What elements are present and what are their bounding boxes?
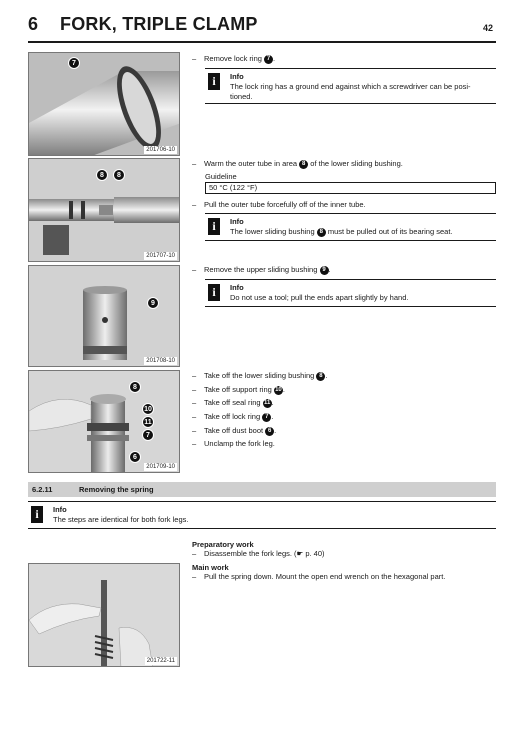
- info-icon: i: [208, 73, 220, 90]
- step-text: Take off the lower sliding bushing: [204, 371, 315, 380]
- photo-lock-ring-illustration: [29, 53, 180, 156]
- step-text-end: .: [271, 398, 274, 407]
- info-text: [230, 227, 453, 237]
- step-take-off-dust-boot: [192, 426, 276, 436]
- info-text-end: must be pulled out of its bearing seat.: [327, 227, 453, 236]
- photo-upper-bushing-illustration: [29, 266, 180, 367]
- ref-badge: 7: [262, 413, 271, 422]
- step-dash: –: [192, 159, 197, 168]
- ref-badge: 9: [320, 266, 329, 275]
- step-text: Disassemble the fork legs. (☛ p. 40): [204, 549, 325, 558]
- info-text: [230, 82, 471, 102]
- photo-id: 201708-10: [146, 358, 175, 364]
- photo-id: 201707-10: [146, 253, 175, 259]
- callout-8b: 8: [113, 169, 125, 181]
- callout-7: 7: [68, 57, 80, 69]
- step-text-end: .: [274, 426, 277, 435]
- step-text-end: .: [282, 385, 286, 394]
- photo-parts-removal: [28, 370, 180, 473]
- info-box-lower-bushing: [205, 213, 496, 241]
- step-text: Pull the spring down. Mount the open end wrench on the hexagonal part.: [204, 572, 446, 581]
- chapter-number: 6: [28, 14, 39, 34]
- info-text-line: tioned.: [230, 92, 253, 101]
- photo-id: 201706-10: [146, 147, 175, 153]
- step-text: Take off seal ring: [204, 398, 261, 407]
- step-dash: –: [192, 265, 197, 274]
- info-title: Info: [230, 283, 244, 292]
- photo-lock-ring: [28, 52, 180, 156]
- callout-10: 10: [142, 403, 154, 415]
- step-warm-outer-tube: [192, 159, 403, 169]
- step-text: Unclamp the fork leg.: [204, 439, 275, 448]
- photo-outer-tube: [28, 158, 180, 262]
- photo-id: 201709-10: [146, 464, 175, 470]
- info-text-start: The lower sliding bushing: [230, 227, 315, 236]
- step-dash: –: [192, 371, 197, 380]
- info-text-line: The lock ring has a ground end against which a screwdriver can be posi-: [230, 82, 471, 91]
- ref-badge: 8: [316, 372, 325, 381]
- step-remove-lock-ring: [192, 54, 275, 64]
- chapter-title: FORK, TRIPLE CLAMP: [60, 14, 258, 34]
- preparatory-work-heading: Preparatory work: [192, 540, 254, 549]
- main-work-heading: Main work: [192, 563, 229, 572]
- info-title: Info: [230, 217, 244, 226]
- step-pull-spring-down: [192, 572, 445, 582]
- step-text-end: .: [273, 54, 276, 63]
- step-take-off-seal-ring: [192, 398, 274, 408]
- step-take-off-support-ring: [192, 385, 285, 395]
- info-box-lock-ring: [205, 68, 496, 104]
- step-unclamp-fork-leg: [192, 439, 275, 449]
- step-text-end: of the lower sliding bushing.: [310, 159, 403, 168]
- photo-id: 201722-11: [146, 658, 175, 664]
- step-dash: –: [192, 200, 197, 209]
- page-number: 42: [482, 23, 493, 33]
- step-dash: –: [192, 54, 197, 63]
- callout-9: 9: [147, 297, 159, 309]
- info-box-no-tool: [205, 279, 496, 307]
- step-dash: –: [192, 549, 197, 558]
- step-text: Pull the outer tube forcefully off of the inner tube.: [204, 200, 366, 209]
- ref-badge: 8: [317, 228, 326, 237]
- step-dash: –: [192, 412, 197, 421]
- photo-spring-illustration: [29, 564, 180, 667]
- callout-7: 7: [142, 429, 154, 441]
- step-text-end: .: [271, 412, 274, 421]
- step-text: Remove the upper sliding bushing: [204, 265, 318, 274]
- step-remove-upper-bushing: [192, 265, 331, 275]
- step-text: Take off support ring: [204, 385, 272, 394]
- ref-badge: 8: [299, 160, 308, 169]
- photo-spring: [28, 563, 180, 667]
- info-icon: i: [31, 506, 43, 523]
- page-header: [0, 0, 525, 44]
- step-pull-outer-tube: [192, 200, 366, 210]
- photo-parts-removal-illustration: [29, 371, 180, 473]
- step-text: Warm the outer tube in area: [204, 159, 298, 168]
- step-text: Remove lock ring: [204, 54, 262, 63]
- section-title: Removing the spring: [79, 485, 154, 494]
- step-disassemble-fork-legs: [192, 549, 325, 559]
- step-take-off-lower-bushing: [192, 371, 328, 381]
- step-dash: –: [192, 385, 197, 394]
- section-number: 6.2.11: [32, 485, 53, 494]
- step-dash: –: [192, 426, 197, 435]
- info-title: Info: [53, 505, 67, 514]
- ref-badge: 10: [275, 386, 282, 393]
- step-dash: –: [192, 439, 197, 448]
- callout-11: 11: [142, 416, 154, 428]
- step-text: Take off dust boot: [204, 426, 264, 435]
- section-heading: [28, 482, 496, 497]
- step-text-end: .: [328, 265, 331, 274]
- ref-badge: 6: [265, 427, 274, 436]
- step-text: Take off lock ring: [204, 412, 261, 421]
- callout-8: 8: [129, 381, 141, 393]
- info-icon: i: [208, 218, 220, 235]
- guideline-label: Guideline: [205, 172, 237, 181]
- step-take-off-lock-ring: [192, 412, 273, 422]
- info-title: Info: [230, 72, 244, 81]
- step-dash: –: [192, 398, 197, 407]
- guideline-value: 50 °C (122 °F): [205, 182, 496, 194]
- photo-upper-bushing: [28, 265, 180, 367]
- info-text: The steps are identical for both fork legs.: [53, 515, 189, 524]
- info-box-both-legs: [28, 501, 496, 529]
- info-icon: i: [208, 284, 220, 301]
- step-dash: –: [192, 572, 197, 581]
- ref-badge: 7: [264, 55, 273, 64]
- ref-badge: 11: [263, 399, 271, 406]
- info-text: Do not use a tool; pull the ends apart slightly by hand.: [230, 293, 409, 302]
- callout-8a: 8: [96, 169, 108, 181]
- step-text-end: .: [325, 371, 328, 380]
- callout-6: 6: [129, 451, 141, 463]
- header-rule: [28, 41, 496, 43]
